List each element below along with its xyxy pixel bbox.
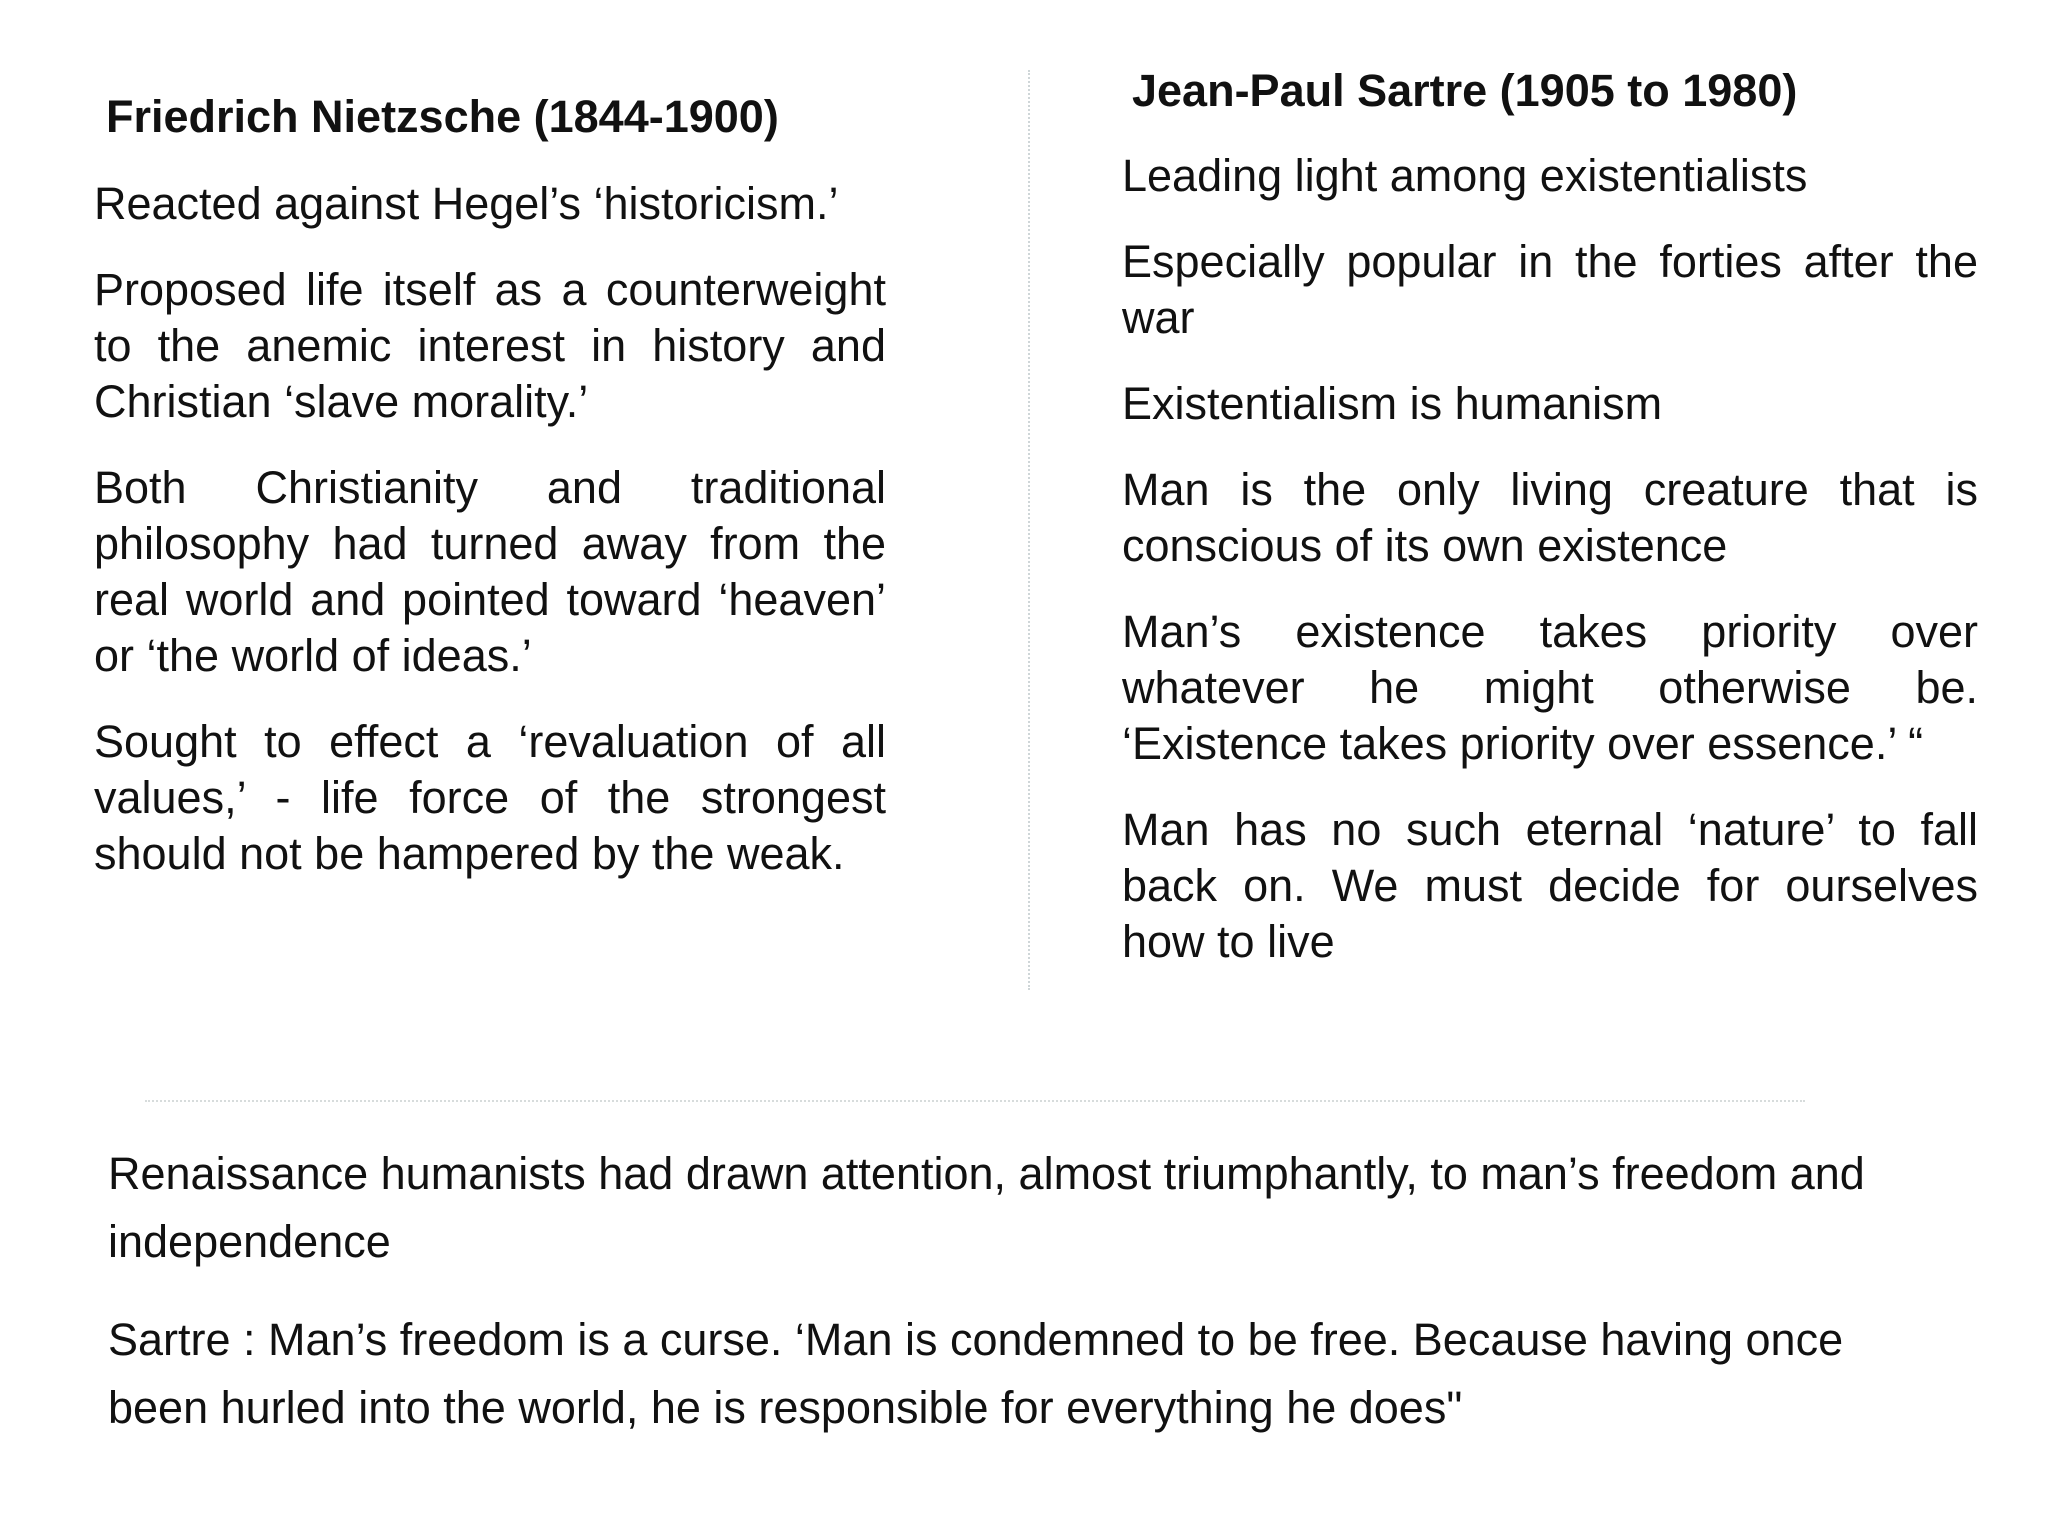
section-divider: [145, 1100, 1805, 1102]
sartre-paragraph: Especially popular in the forties after the war: [1122, 236, 1978, 343]
nietzsche-paragraph: Both Christianity and traditional philosophy had turned away from the real world and pointed toward ‘heaven’ or ‘the world of ideas.’: [94, 462, 886, 681]
sartre-paragraph: Existentialism is humanism: [1122, 378, 1663, 429]
sartre-paragraph: Man’s existence takes priority over whatever he might otherwise be. ‘Existence takes priority over essence.’ “: [1122, 606, 1978, 769]
nietzsche-paragraph: Reacted against Hegel’s ‘historicism.’: [94, 178, 839, 229]
sartre-heading: Jean-Paul Sartre (1905 to 1980): [1132, 65, 1798, 116]
bottom-section: [108, 1140, 1938, 1472]
column-divider: [1028, 70, 1030, 990]
bottom-paragraph: Renaissance humanists had drawn attention, almost triumphantly, to man’s freedom and independence: [108, 1148, 1865, 1267]
nietzsche-heading: Friedrich Nietzsche (1844-1900): [106, 91, 779, 142]
nietzsche-paragraphs: [94, 176, 886, 912]
sartre-paragraph: Man is the only living creature that is conscious of its own existence: [1122, 464, 1978, 571]
sartre-paragraphs: [1122, 148, 1978, 1000]
nietzsche-paragraph: Proposed life itself as a counterweight to the anemic interest in history and Christian ‘slave morality.’: [94, 264, 886, 427]
sartre-paragraph: Leading light among existentialists: [1122, 150, 1808, 201]
bottom-paragraph: Sartre : Man’s freedom is a curse. ‘Man is condemned to be free. Because having once been hurled into the world, he is responsible for everything he does": [108, 1314, 1844, 1433]
sartre-paragraph: Man has no such eternal ‘nature’ to fall back on. We must decide for ourselves how to live: [1122, 804, 1978, 967]
nietzsche-paragraph: Sought to effect a ‘revaluation of all values,’ - life force of the strongest should not be hampered by the weak.: [94, 716, 886, 879]
